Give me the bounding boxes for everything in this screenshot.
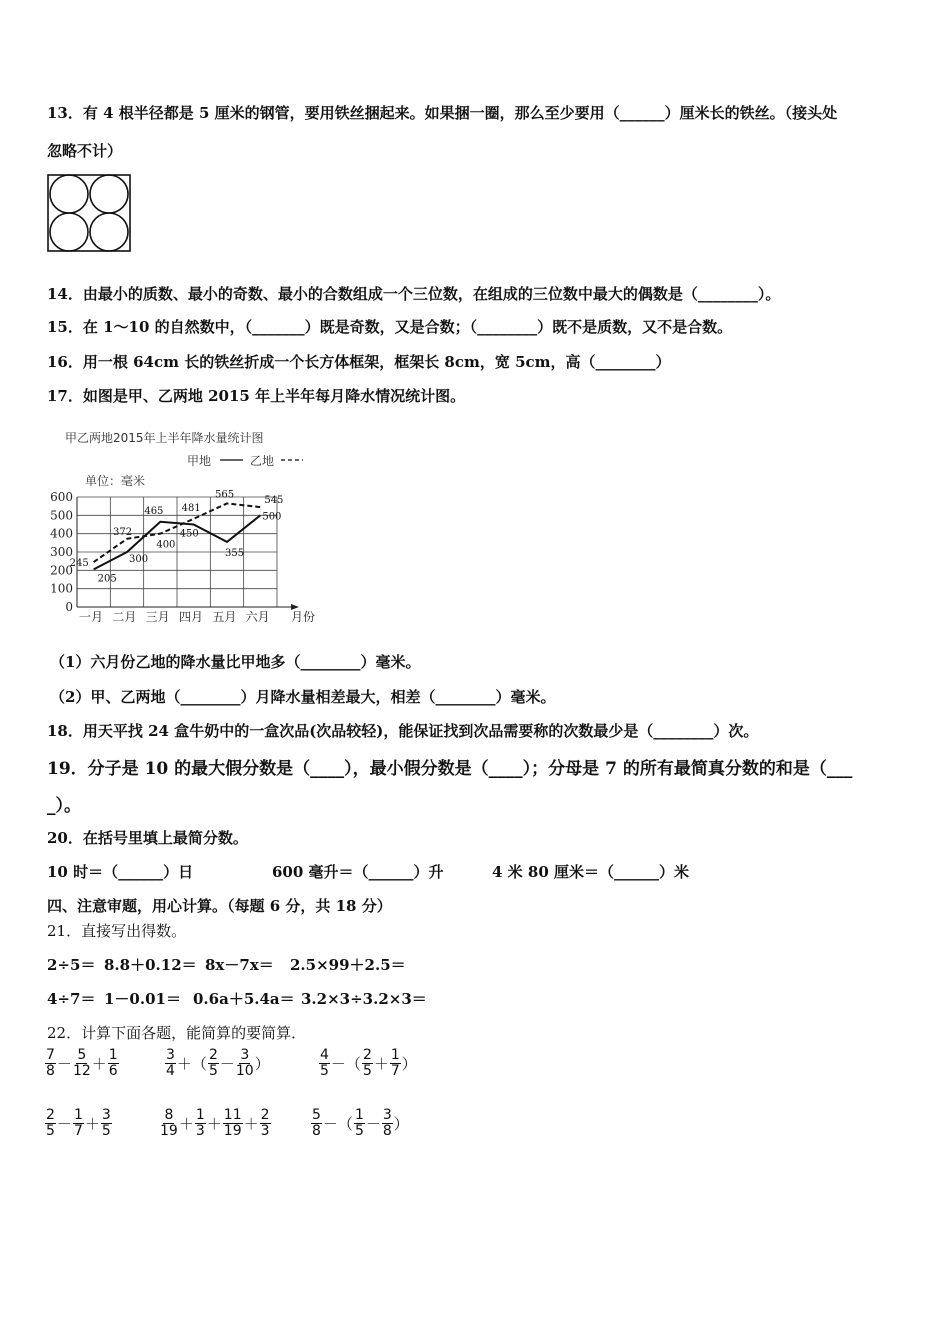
fraction-numerator: 3 [166,1047,175,1063]
x-tick-label: 四月 [178,610,204,624]
data-label-jia: 465 [144,505,164,517]
fraction-numerator: 3 [101,1107,111,1123]
q17-sub2: （2）甲、乙两地（________）月降水量相差最大，相差（________）毫米。 [50,688,556,706]
fraction-numerator: 11 [223,1107,242,1123]
q21-r1c3: 8x－7x＝ [205,956,274,974]
q17-text: 17．如图是甲、乙两地 2015 年上半年每月降水情况统计图。 [47,387,466,405]
q22-expr1 [45,1048,119,1080]
data-label-jia: 355 [225,547,245,559]
q22-expr2 [165,1048,271,1080]
operator: ） [393,1115,409,1134]
rainfall-chart [45,425,315,625]
operator: －（ [322,1115,353,1134]
x-tick-label: 三月 [145,610,170,624]
q21-r1c1: 2÷5＝ [47,956,96,974]
fraction-numerator: 5 [312,1107,321,1123]
operator: ＋ [178,1115,194,1134]
y-tick-label: 0 [65,600,73,614]
q22-expr3 [319,1048,418,1080]
x-tick-label: 六月 [245,610,270,624]
q21-r1c2: 8.8＋0.12＝ [104,956,197,974]
operator: ） [401,1055,417,1074]
y-tick-label: 500 [50,508,73,523]
fraction-numerator: 7 [46,1047,55,1063]
fraction-denominator: 5 [320,1063,329,1080]
q22-expr5 [160,1108,271,1140]
operator: － [219,1055,235,1074]
x-axis-label: 月份 [290,610,315,624]
q14: 14．由最小的质数、最小的奇数、最小的合数组成一个三位数，在组成的三位数中最大的偶数是（________）。 [47,285,781,303]
data-label-yi: 400 [156,539,176,551]
operator: ＋（ [176,1055,207,1074]
fraction-denominator: 3 [195,1123,205,1140]
fraction-numerator: 8 [164,1107,174,1123]
fraction-denominator: 3 [260,1123,270,1140]
q20-b: 600 毫升＝（______）升 [272,863,444,881]
q22-expr6 [311,1108,410,1140]
q21-r2c3: 0.6a＋5.4a＝ [193,990,295,1008]
operator: ＋ [91,1055,107,1074]
fraction-numerator: 4 [320,1047,329,1063]
chart-plot-area [50,489,315,624]
q13-line2: 忽略不计） [47,142,123,160]
data-label-yi: 372 [113,526,133,538]
q15: 15．在 1～10 的自然数中，（_______）既是奇数，又是合数；（________）既不是质数，又不是合数。 [47,318,733,336]
fraction-denominator: 5 [208,1063,218,1080]
fraction-numerator: 1 [108,1047,118,1063]
fraction-numerator: 1 [73,1107,83,1123]
q17-sub1: （1）六月份乙地的降水量比甲地多（________）毫米。 [50,653,421,671]
operator: －（ [330,1055,361,1074]
q22-text: 22．计算下面各题，能简算的要简算． [47,1024,307,1042]
q21-r2c1: 4÷7＝ [47,990,96,1008]
fraction-numerator: 2 [46,1107,55,1123]
operator: ＋ [243,1115,259,1134]
x-tick-label: 一月 [78,610,104,624]
fraction-numerator: 3 [240,1047,250,1063]
q21-r2c4: 3.2×3÷3.2×3＝ [301,990,427,1008]
operator: ＋ [373,1055,389,1074]
x-tick-label: 二月 [112,610,137,624]
fraction-numerator: 1 [354,1107,364,1123]
q20-text: 20．在括号里填上最简分数。 [47,829,248,847]
fraction-denominator: 7 [73,1123,83,1140]
y-tick-label: 200 [50,563,73,578]
legend-jia-label: 甲地 [187,454,212,468]
operator: ＋ [206,1115,222,1134]
fraction-numerator: 2 [208,1047,218,1063]
fraction-denominator: 19 [223,1123,242,1140]
q21-r1c4: 2.5×99＋2.5＝ [290,956,406,974]
data-label-yi: 565 [215,489,235,501]
q22-expr4 [45,1108,112,1140]
fraction-denominator: 8 [46,1063,55,1080]
x-tick-label: 五月 [212,610,237,624]
fraction-denominator: 6 [108,1063,118,1080]
fraction-numerator: 2 [362,1047,372,1063]
q19-line2: _）。 [47,796,81,816]
fraction-denominator: 5 [101,1123,111,1140]
fraction-denominator: 5 [354,1123,364,1140]
data-label-yi: 245 [69,558,89,570]
y-tick-label: 100 [50,581,73,596]
q20-c: 4 米 80 厘米＝（______）米 [492,863,689,881]
fraction-denominator: 7 [390,1063,400,1080]
data-label-yi: 481 [181,502,201,514]
data-label-jia: 300 [129,554,149,565]
fraction-denominator: 8 [382,1123,392,1140]
operator: ） [254,1055,270,1074]
four-circles-figure [47,174,131,252]
fraction-denominator: 5 [46,1123,55,1140]
operator: － [56,1055,72,1074]
section4-heading: 四、注意审题，用心计算。（每题 6 分，共 18 分） [47,897,392,915]
fraction-numerator: 1 [195,1107,205,1123]
data-label-yi: 545 [264,495,284,507]
y-tick-label: 600 [50,490,73,504]
y-tick-label: 300 [50,545,73,559]
q21-r2c2: 1－0.01＝ [104,990,181,1008]
q13-line1: 13．有 4 根半径都是 5 厘米的钢管，要用铁丝捆起来。如果捆一圈，那么至少要用（______）厘米长的铁丝。（接头处 [47,104,838,122]
fraction-denominator: 4 [166,1063,175,1080]
operator: － [56,1115,72,1134]
q16: 16．用一根 64cm 长的铁丝折成一个长方体框架，框架长 8cm，宽 5cm，高（________） [47,353,671,371]
q18: 18．用天平找 24 盒牛奶中的一盒次品(次品较轻)，能保证找到次品需要称的次数最少是（________）次。 [47,722,759,740]
fraction-denominator: 10 [235,1063,254,1080]
chart-title: 甲乙两地2015年上半年降水量统计图 [65,431,264,445]
q21-text: 21．直接写出得数。 [47,922,187,940]
unit-label: 单位：毫米 [85,474,146,488]
data-label-jia: 450 [179,528,199,540]
fraction-denominator: 8 [312,1123,321,1140]
fraction-denominator: 19 [160,1123,178,1140]
fraction-denominator: 5 [362,1063,372,1080]
operator: － [365,1115,381,1134]
operator: ＋ [84,1115,100,1134]
fraction-numerator: 5 [77,1047,87,1063]
fraction-numerator: 3 [382,1107,392,1123]
data-label-jia: 500 [262,511,282,523]
q19-line1: 19．分子是 10 的最大假分数是（____），最小假分数是（____）；分母是 7 的所有最简真分数的和是（___ [47,759,853,779]
y-tick-label: 400 [50,526,73,541]
legend-yi-label: 乙地 [250,454,275,468]
fraction-numerator: 1 [390,1047,400,1063]
fraction-denominator: 12 [72,1063,91,1080]
q20-a: 10 时＝（______）日 [47,863,194,881]
data-label-jia: 205 [97,573,117,585]
fraction-numerator: 2 [260,1107,270,1123]
